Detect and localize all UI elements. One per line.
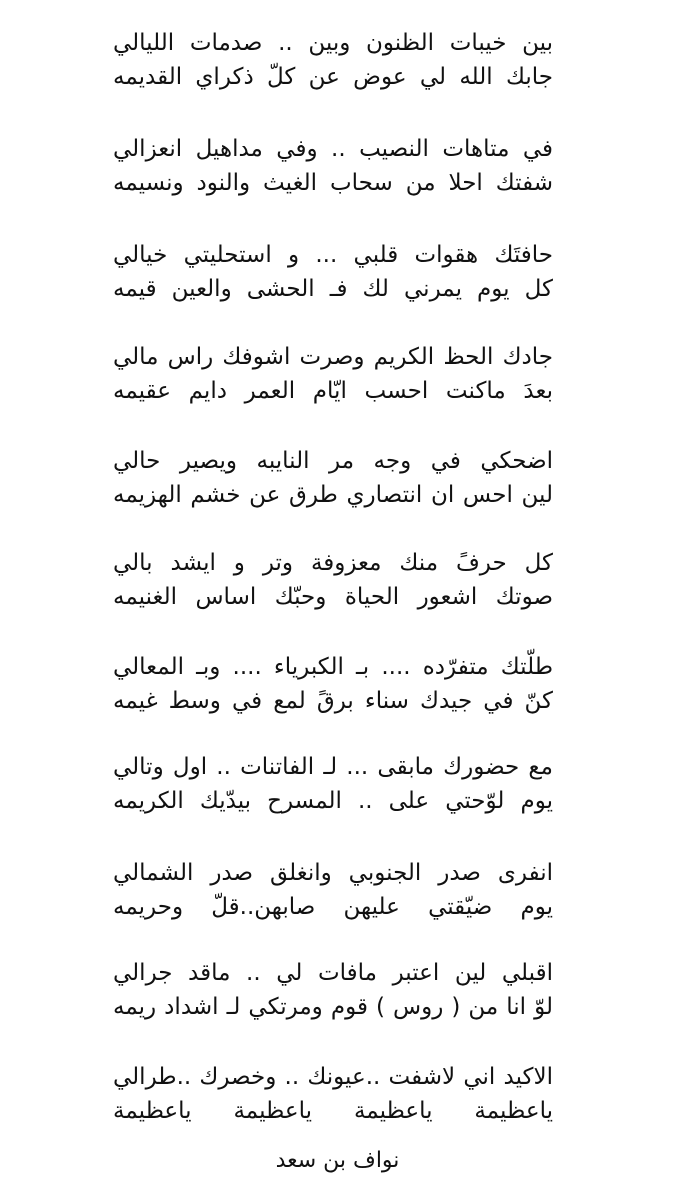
- stanza-7: [113, 650, 553, 718]
- verse-line: انفرى صدر الجنوبي وانغلق صدر الشمالي: [113, 860, 553, 886]
- verse-line: جابك الله لي عوض عن كلّ ذكراي القديمه: [113, 64, 553, 90]
- stanza-9: [113, 856, 553, 924]
- verse-line: لوّ انا من ( روس ) قوم ومرتكي لـ اشداد ريمه: [113, 994, 553, 1020]
- stanza-3: [113, 238, 553, 306]
- verse-line: يوم لوّحتي على .. المسرح بيدّيك الكريمه: [113, 788, 553, 814]
- poet-signature: نواف بن سعد: [275, 1148, 400, 1173]
- verse-line: بعدَ ماكنت احسب ايّام العمر دايم عقيمه: [113, 378, 553, 404]
- stanza-4: [113, 340, 553, 408]
- stanza-6: [113, 546, 553, 614]
- verse-line: في متاهات النصيب .. وفي مداهيل انعزالي: [113, 136, 553, 162]
- stanza-1: [113, 26, 553, 94]
- verse-line: بين خيبات الظنون وبين .. صدمات الليالي: [113, 30, 553, 56]
- verse-line: اضحكي في وجه مر النايبه ويصير حالي: [113, 448, 553, 474]
- verse-line: طلّتك متفرّده .... بـ الكبرياء .... وبـ المعالي: [113, 654, 553, 680]
- verse-line: كنّ في جيدك سناء برقً لمع في وسط غيمه: [113, 688, 553, 714]
- stanza-5: [113, 444, 553, 512]
- verse-line: ياعظيمة ياعظيمة ياعظيمة ياعظيمة: [113, 1098, 553, 1124]
- stanza-2: [113, 132, 553, 200]
- verse-line: شفتك احلا من سحاب الغيث والنود ونسيمه: [113, 170, 553, 196]
- stanza-11: [113, 1060, 553, 1128]
- verse-line: الاكيد اني لاشفت ..عيونك .. وخصرك ..طرالي: [113, 1064, 553, 1090]
- verse-line: صوتك اشعور الحياة وحبّك اساس الغنيمه: [113, 584, 553, 610]
- stanza-8: [113, 750, 553, 818]
- stanza-10: [113, 956, 553, 1024]
- verse-line: اقبلي لين اعتبر مافات لي .. ماقد جرالي: [113, 960, 553, 986]
- verse-line: لين احس ان انتصاري طرق عن خشم الهزيمه: [113, 482, 553, 508]
- verse-line: كل حرفً منك معزوفة وتر و ايشد بالي: [113, 550, 553, 576]
- verse-line: حافتَك هقوات قلبي ... و استحليتي خيالي: [113, 242, 553, 268]
- verse-line: كل يوم يمرني لك فـ الحشى والعين قيمه: [113, 276, 553, 302]
- verse-line: مع حضورك مابقى ... لـ الفاتنات .. اول وتالي: [113, 754, 553, 780]
- verse-line: يوم ضيّقتي عليهن صابهن..قلّ وحريمه: [113, 894, 553, 920]
- verse-line: جادك الحظ الكريم وصرت اشوفك راس مالي: [113, 344, 553, 370]
